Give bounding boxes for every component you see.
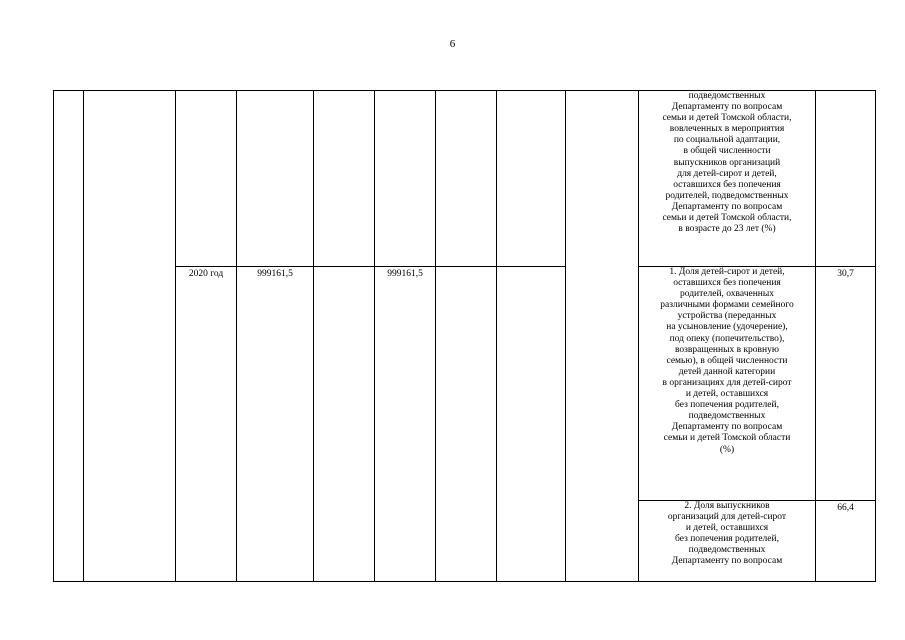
indicator-line: выпускников организаций bbox=[673, 157, 781, 168]
indicator-line: родителей, подведомственных bbox=[665, 190, 789, 201]
indicator-line: родителей, охваченных bbox=[679, 289, 775, 300]
indicator-line: устройства (переданных bbox=[677, 311, 777, 322]
program-table bbox=[53, 90, 876, 582]
value-cell bbox=[816, 91, 876, 267]
indicator-line: без попечения родителей, bbox=[675, 400, 779, 411]
year-cell bbox=[176, 91, 237, 267]
indicator-line: Департаменту по вопросам bbox=[671, 102, 783, 113]
indicator-line: по социальной адаптации, bbox=[673, 135, 781, 146]
extrabudget-cell bbox=[497, 91, 566, 267]
col-executor-cell bbox=[566, 91, 639, 582]
indicator-text bbox=[641, 91, 813, 235]
indicator-line: детей данной категории bbox=[678, 366, 776, 377]
indicator-line: Департаменту по вопросам bbox=[671, 201, 783, 212]
indicator-line: в возрасте до 23 лет (%) bbox=[678, 224, 776, 235]
year-value: 2020 год bbox=[188, 269, 224, 279]
table-row bbox=[54, 91, 876, 267]
indicator-line: Департаменту по вопросам bbox=[671, 556, 783, 567]
indicator-cell bbox=[639, 267, 816, 501]
year-cell bbox=[176, 267, 237, 582]
value-cell bbox=[816, 501, 876, 582]
indicator-line: подведомственных bbox=[688, 91, 766, 101]
indicator-line: семьи и детей Томской области, bbox=[662, 213, 792, 224]
indicator-line: оставшихся без попечения bbox=[673, 278, 781, 289]
indicator-line: на усыновление (удочерение), bbox=[666, 322, 788, 333]
indicator-text bbox=[641, 501, 813, 568]
total-cell bbox=[237, 267, 314, 582]
indicator-line: и детей, оставшихся bbox=[685, 523, 769, 534]
total-cell bbox=[237, 91, 314, 267]
indicator-line: и детей, оставшихся bbox=[685, 389, 769, 400]
indicator-line: подведомственных bbox=[688, 411, 766, 422]
regional-cell bbox=[375, 91, 436, 267]
local-cell bbox=[436, 91, 497, 267]
indicator-cell bbox=[639, 501, 816, 582]
total-value: 999161,5 bbox=[257, 269, 293, 279]
federal-cell bbox=[314, 91, 375, 267]
indicator-line: Департаменту по вопросам bbox=[671, 422, 783, 433]
table-row bbox=[54, 267, 876, 501]
col-task-cell bbox=[84, 91, 176, 582]
indicator-line: (%) bbox=[719, 444, 735, 455]
indicator-line: возвращенных в кровную bbox=[675, 344, 779, 355]
indicator-line: вовлеченных в мероприятия bbox=[669, 124, 785, 135]
col-number-cell bbox=[54, 91, 84, 582]
regional-value: 999161,5 bbox=[387, 269, 423, 279]
indicator-line: для детей-сирот и детей, bbox=[677, 168, 777, 179]
local-cell bbox=[436, 267, 497, 582]
value-cell bbox=[816, 267, 876, 501]
indicator-line: различными формами семейного bbox=[660, 300, 794, 311]
indicator-line: семьи и детей Томской области, bbox=[662, 113, 792, 124]
indicator-line: в организациях для детей-сирот bbox=[662, 377, 792, 388]
indicator-line: под опеку (попечительство), bbox=[669, 333, 785, 344]
indicator-text bbox=[641, 267, 813, 456]
indicator-line: семьи и детей Томской области bbox=[663, 433, 791, 444]
indicator-line: подведомственных bbox=[688, 545, 766, 556]
extrabudget-cell bbox=[497, 267, 566, 582]
indicator-line: без попечения родителей, bbox=[675, 534, 779, 545]
indicator-line: оставшихся без попечения bbox=[673, 179, 781, 190]
indicator-line: в общей численности bbox=[683, 146, 771, 157]
indicator-cell bbox=[639, 91, 816, 267]
indicator-line: 2. Доля выпускников bbox=[684, 501, 770, 511]
indicator-value: 30,7 bbox=[837, 269, 854, 279]
indicator-line: организаций для детей-сирот bbox=[667, 512, 787, 523]
page-number: 6 bbox=[449, 38, 456, 50]
indicator-line: семью), в общей численности bbox=[666, 355, 788, 366]
regional-cell bbox=[375, 267, 436, 582]
federal-cell bbox=[314, 267, 375, 582]
indicator-value: 66,4 bbox=[837, 503, 854, 513]
indicator-line: 1. Доля детей-сирот и детей, bbox=[669, 267, 785, 277]
